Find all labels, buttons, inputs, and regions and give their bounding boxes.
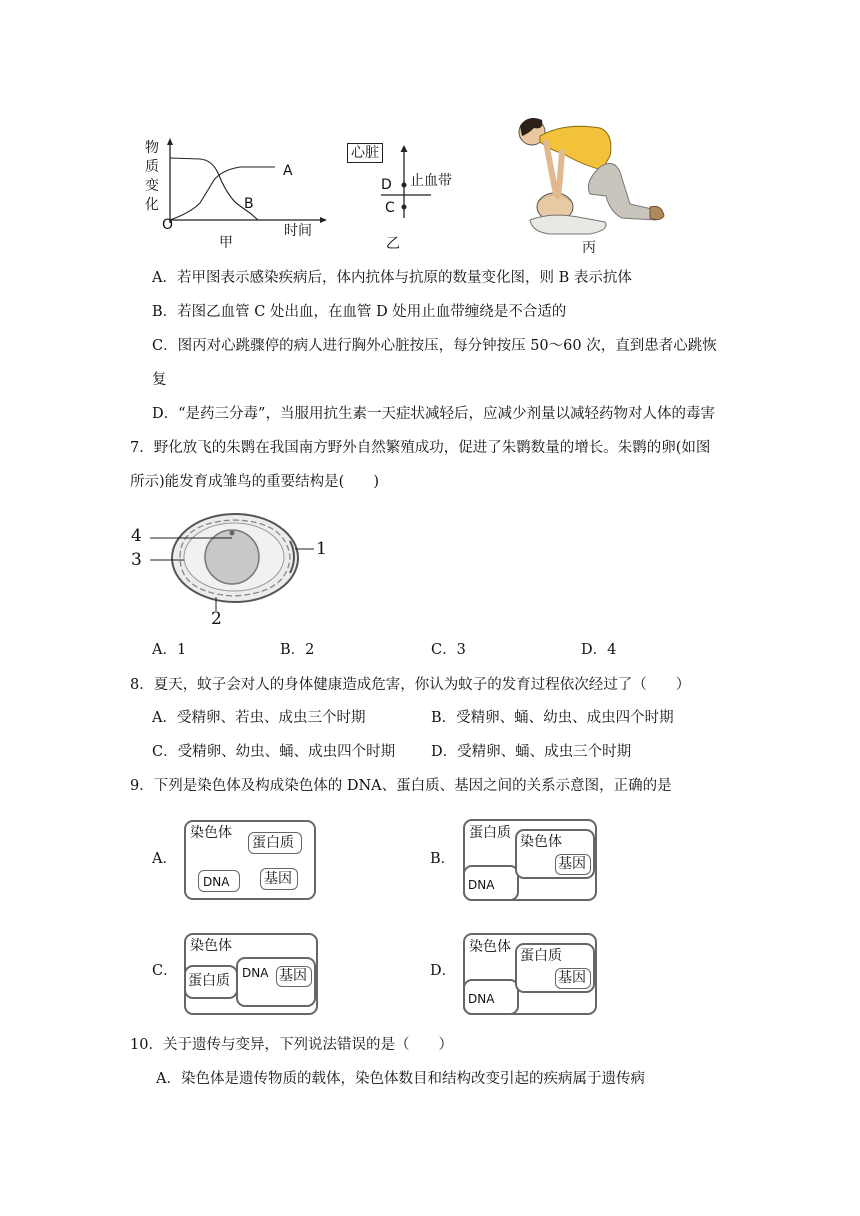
- point-c: [402, 205, 407, 210]
- q9-c-protein-box: [184, 965, 238, 999]
- q9-a-chromosome-box: [184, 820, 316, 900]
- q8-stem: 8．夏天，蚊子会对人的身体健康造成危害，你认为蚊子的发育过程依次经过了（ ）: [130, 677, 691, 693]
- q9-a-dna-box: [198, 870, 240, 892]
- y-axis-label: 物 质 变 化: [145, 140, 159, 213]
- q7-option-c: C．3: [431, 642, 466, 658]
- q9-c-dna-box: [236, 957, 316, 1007]
- origin-label: O: [162, 217, 174, 233]
- q9-a-chromosome-label: 染色体: [190, 825, 232, 841]
- q9-d-protein-label: 蛋白质: [520, 948, 562, 964]
- y-axis-arrow: [167, 138, 173, 145]
- q9-d-chromosome-label: 染色体: [469, 939, 511, 955]
- q8-option-d: D．受精卵、蛹、成虫三个时期: [431, 744, 632, 760]
- q6-option-a: A．若甲图表示感染疾病后，体内抗体与抗原的数量变化图，则 B 表示抗体: [152, 270, 632, 286]
- figure-yi-caption: 乙: [386, 236, 400, 252]
- q6-option-c-continued: 复: [152, 372, 167, 388]
- q9-b-dna-box: [463, 865, 519, 901]
- vessel-diagram: [343, 140, 473, 258]
- q9-a-gene-label: 基因: [264, 871, 292, 887]
- q7-option-b: B．2: [280, 642, 315, 658]
- q9-stem: 9．下列是染色体及构成染色体的 DNA、蛋白质、基因之间的关系示意图，正确的是: [130, 778, 672, 794]
- germinal-disc: [230, 531, 235, 536]
- q7-stem-line2: 所示)能发育成雏鸟的重要结构是( ): [130, 474, 379, 490]
- q9-option-a-letter: A．: [152, 851, 177, 867]
- q9-d-dna-box: [463, 979, 519, 1015]
- flow-arrow: [401, 145, 408, 152]
- egg-label-2: 2: [211, 609, 222, 629]
- c-label: C: [385, 200, 395, 216]
- tourniquet-label: 止血带: [410, 173, 452, 189]
- q6-option-d: D．“是药三分毒”，当服用抗生素一天症状减轻后，应减少剂量以减轻药物对人体的毒害: [152, 406, 715, 422]
- q7-stem-line1: 7．野化放飞的朱鹮在我国南方野外自然繁殖成功，促进了朱鹮数量的增长。朱鹮的卵(如图: [130, 440, 711, 456]
- q8-option-b: B．受精卵、蛹、幼虫、成虫四个时期: [431, 710, 674, 726]
- q9-d-protein-box: [515, 943, 595, 993]
- egg-label-1: 1: [316, 539, 327, 559]
- figure-jia-caption: 甲: [219, 235, 233, 251]
- q7-option-a: A．1: [152, 642, 187, 658]
- q9-c-chromosome-label: 染色体: [190, 938, 232, 954]
- q10-stem: 10．关于遗传与变异，下列说法错误的是（ ）: [130, 1037, 453, 1053]
- q9-d-chromosome-box: [463, 933, 597, 1015]
- q9-b-gene-label: 基因: [558, 856, 586, 872]
- q8-option-a: A．受精卵、若虫、成虫三个时期: [152, 710, 366, 726]
- q9-a-protein-label: 蛋白质: [252, 835, 294, 851]
- q9-b-chromosome-label: 染色体: [520, 834, 562, 850]
- egg-label-3: 3: [131, 550, 142, 570]
- curve-b-label: B: [244, 196, 254, 212]
- q10-option-a: A．染色体是遗传物质的载体，染色体数目和结构改变引起的疾病属于遗传病: [156, 1071, 645, 1087]
- q9-c-gene-box: [276, 966, 312, 987]
- q9-c-protein-label: 蛋白质: [188, 973, 230, 989]
- figure-bing: [510, 112, 670, 257]
- figure-yi: [343, 140, 473, 258]
- q9-b-protein-box: [463, 819, 597, 901]
- egg-figure: [128, 505, 328, 630]
- q9-a-protein-box: [248, 832, 302, 854]
- curve-a: [170, 167, 275, 220]
- q9-a-dna-label: DNA: [203, 875, 230, 889]
- egg-diagram: [128, 505, 328, 630]
- q9-b-gene-box: [555, 854, 591, 875]
- d-label: D: [381, 177, 392, 193]
- heart-label: 心脏: [347, 143, 383, 163]
- q9-c-chromosome-box: [184, 933, 318, 1015]
- q9-option-b-letter: B．: [430, 851, 456, 867]
- q9-a-gene-box: [260, 868, 298, 890]
- q9-c-gene-label: 基因: [279, 968, 307, 984]
- q9-c-dna-label: DNA: [242, 966, 269, 980]
- point-d: [402, 183, 407, 188]
- q9-d-gene-label: 基因: [558, 970, 586, 986]
- cpr-illustration: [510, 112, 670, 242]
- egg-label-4: 4: [131, 526, 142, 546]
- q9-option-d-letter: D．: [430, 963, 457, 979]
- x-axis-arrow: [320, 217, 327, 223]
- q9-b-chromosome-box: [515, 829, 595, 879]
- curve-a-label: A: [283, 163, 293, 179]
- q8-option-c: C．受精卵、幼虫、蛹、成虫四个时期: [152, 744, 396, 760]
- rescuer-legs: [588, 163, 659, 220]
- q9-d-dna-label: DNA: [468, 992, 495, 1006]
- x-axis-label: 时间: [284, 223, 312, 239]
- q9-b-dna-label: DNA: [468, 878, 495, 892]
- q9-b-protein-label: 蛋白质: [469, 825, 511, 841]
- rescuer-shoe: [650, 206, 664, 219]
- figure-bing-caption: 丙: [582, 240, 596, 256]
- patient-body: [530, 215, 606, 234]
- q6-option-c: C．图丙对心跳骤停的病人进行胸外心脏按压，每分钟按压 50～60 次，直到患者心跳恢: [152, 338, 717, 354]
- q6-option-b: B．若图乙血管 C 处出血，在血管 D 处用止血带缠绕是不合适的: [152, 304, 567, 320]
- q7-option-d: D．4: [581, 642, 617, 658]
- q9-d-gene-box: [555, 968, 591, 989]
- figure-jia: [140, 135, 330, 250]
- q9-option-c-letter: C．: [152, 963, 178, 979]
